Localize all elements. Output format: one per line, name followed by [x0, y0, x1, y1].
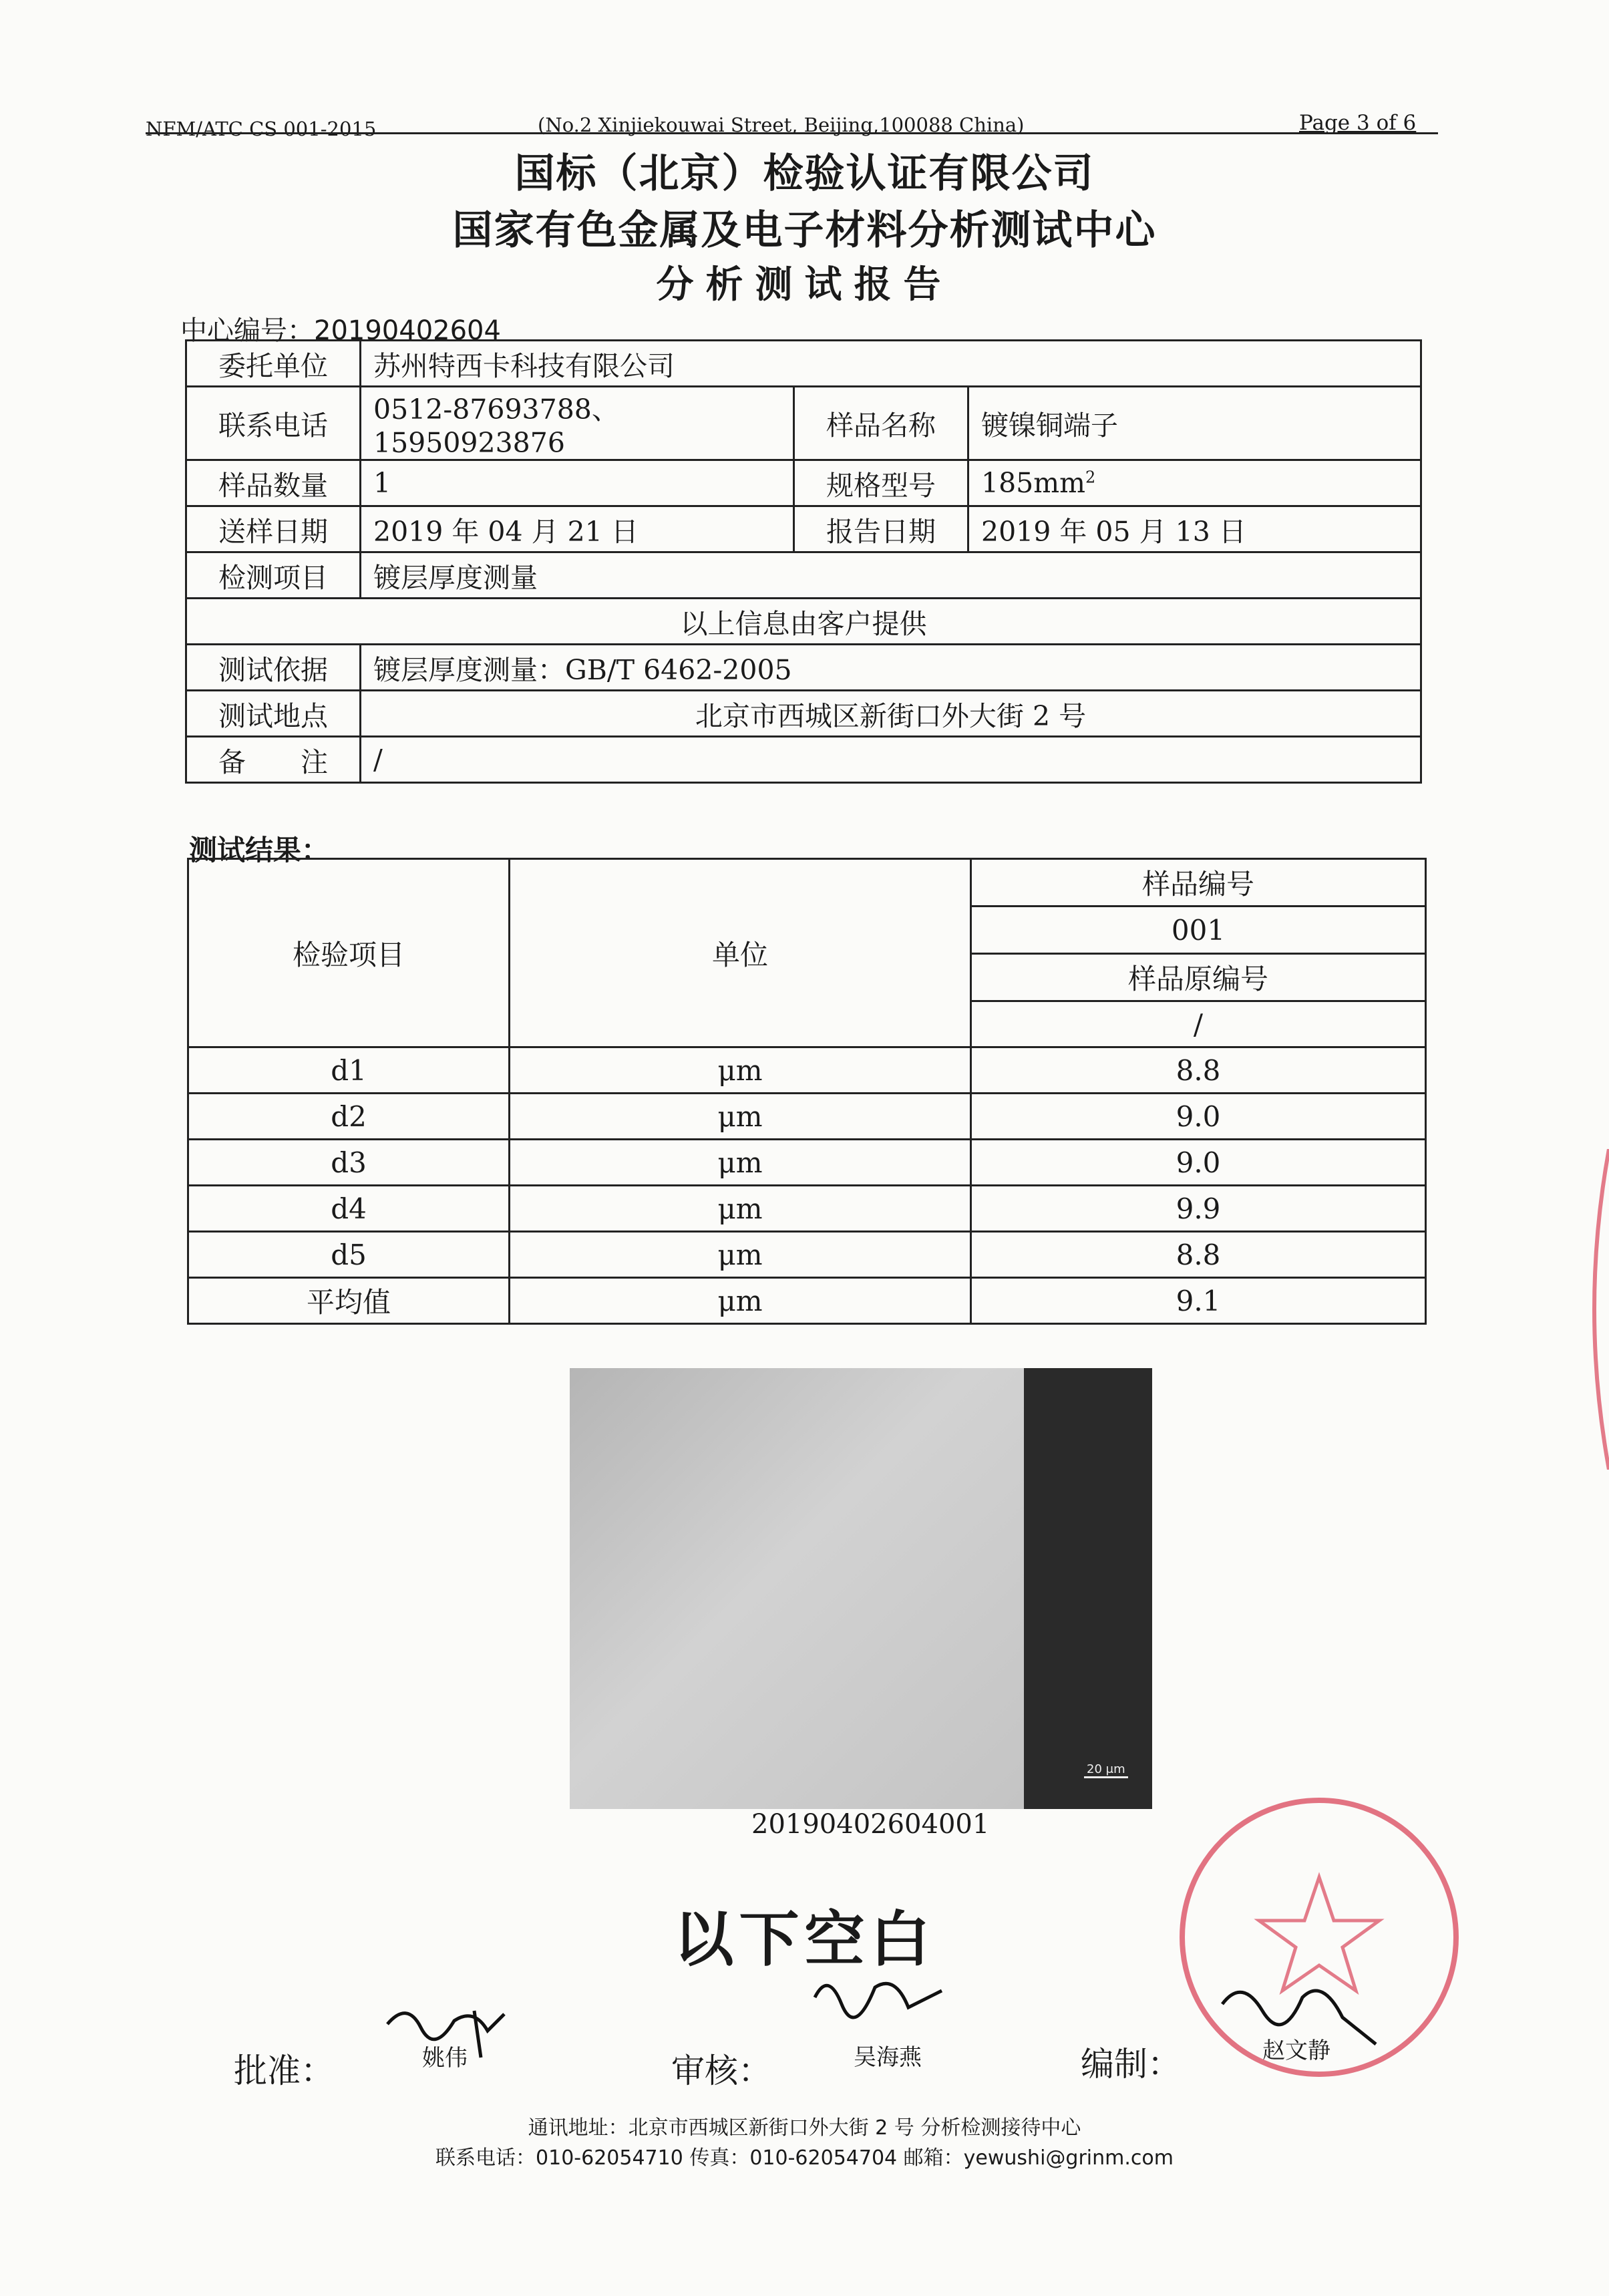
- scale-bar: 20 μm: [1084, 1762, 1128, 1778]
- test-item-label: 检测项目: [186, 552, 361, 599]
- row-unit: μm: [510, 1140, 971, 1186]
- row-unit: μm: [510, 1186, 971, 1232]
- client-value: 苏州特西卡科技有限公司: [361, 341, 1421, 387]
- location-label: 测试地点: [186, 691, 361, 737]
- micrograph-image: [570, 1368, 1152, 1809]
- sample-name-label: 样品名称: [794, 387, 968, 460]
- micrograph-caption: 20190402604001: [751, 1809, 990, 1840]
- report-date-label: 报告日期: [794, 506, 968, 552]
- row-item: d4: [188, 1186, 510, 1232]
- company-title: 国标（北京）检验认证有限公司: [514, 150, 1095, 197]
- row-item: d3: [188, 1140, 510, 1186]
- location-value: 北京市西城区新街口外大街 2 号: [361, 691, 1421, 737]
- row-value: 8.8: [971, 1047, 1426, 1094]
- col-sample-no-header: 样品编号: [971, 859, 1426, 907]
- sample-info-table: [185, 339, 1422, 784]
- row-item: d2: [188, 1094, 510, 1140]
- footer-address: 通讯地址：北京市西城区新街口外大街 2 号 分析检测接待中心: [528, 2116, 1081, 2140]
- report-date-value: 2019 年 05 月 13 日: [968, 506, 1421, 552]
- row-unit: μm: [510, 1094, 971, 1140]
- table-row: [188, 1232, 1426, 1278]
- col-item-header: 检验项目: [188, 859, 510, 1047]
- quantity-label: 样品数量: [186, 460, 361, 506]
- row-unit: μm: [510, 1232, 971, 1278]
- center-number: 中心编号：20190402604: [180, 315, 501, 346]
- spec-value: [968, 460, 1421, 506]
- send-date-label: 送样日期: [186, 506, 361, 552]
- client-provided-note: 以上信息由客户提供: [186, 599, 1421, 645]
- header-rule: [146, 132, 1438, 134]
- col-orig-no-header: 样品原编号: [971, 954, 1426, 1001]
- row-item: d1: [188, 1047, 510, 1094]
- approve-label: 批准：: [234, 2052, 334, 2090]
- row-value: 9.1: [971, 1278, 1426, 1324]
- row-item: 平均值: [188, 1278, 510, 1324]
- review-name: 吴海燕: [854, 2044, 922, 2071]
- compile-label: 编制：: [1081, 2045, 1181, 2084]
- table-row: [188, 1140, 1426, 1186]
- remark-label: 备 注: [186, 737, 361, 783]
- approve-name: 姚伟: [422, 2045, 468, 2072]
- official-seal-stamp: [1172, 1790, 1466, 2084]
- compile-name: 赵文静: [1262, 2037, 1330, 2064]
- table-row: [188, 1278, 1426, 1324]
- phone-value: 0512-87693788、15950923876: [361, 387, 794, 460]
- client-label: 委托单位: [186, 341, 361, 387]
- report-title: 分析测试报告: [656, 263, 953, 307]
- substrate-region: [570, 1368, 1024, 1809]
- row-item: d5: [188, 1232, 510, 1278]
- orig-no-value: /: [971, 1001, 1426, 1047]
- remark-value: /: [361, 737, 1421, 783]
- phone-label: 联系电话: [186, 387, 361, 460]
- row-value: 9.0: [971, 1140, 1426, 1186]
- review-signature: [808, 1964, 955, 2031]
- test-item-value: 镀层厚度测量: [361, 552, 1421, 599]
- sample-name-value: 镀镍铜端子: [968, 387, 1421, 460]
- document-code: NFM/ATC CS 001-2015: [146, 118, 377, 140]
- background-region: [1024, 1368, 1152, 1809]
- spec-label: 规格型号: [794, 460, 968, 506]
- spec-text: 185mm: [981, 467, 1086, 499]
- table-row: [188, 1094, 1426, 1140]
- basis-value: 镀层厚度测量：GB/T 6462-2005: [361, 645, 1421, 691]
- footer-contact: 联系电话：010-62054710 传真：010-62054704 邮箱：yewushi@grinm.com: [435, 2146, 1174, 2170]
- page-number: Page 3 of 6: [1299, 111, 1417, 135]
- col-unit-header: 单位: [510, 859, 971, 1047]
- quantity-value: 1: [361, 460, 794, 506]
- center-title: 国家有色金属及电子材料分析测试中心: [452, 207, 1157, 254]
- results-table: [187, 858, 1427, 1325]
- row-unit: μm: [510, 1047, 971, 1094]
- row-value: 8.8: [971, 1232, 1426, 1278]
- address-english: (No.2 Xinjiekouwai Street, Beijing,100088 China): [538, 114, 1025, 136]
- row-value: 9.0: [971, 1094, 1426, 1140]
- review-label: 审核：: [671, 2052, 771, 2090]
- basis-label: 测试依据: [186, 645, 361, 691]
- results-heading: 测试结果：: [189, 834, 330, 866]
- blank-notice: 以下空白: [673, 1905, 936, 1975]
- send-date-value: 2019 年 04 月 21 日: [361, 506, 794, 552]
- table-row: [188, 1186, 1426, 1232]
- spec-superscript: 2: [1085, 468, 1096, 487]
- table-row: [188, 1047, 1426, 1094]
- sample-no-value: 001: [971, 907, 1426, 954]
- edge-seal-stamp: [1580, 1149, 1609, 1470]
- row-value: 9.9: [971, 1186, 1426, 1232]
- row-unit: μm: [510, 1278, 971, 1324]
